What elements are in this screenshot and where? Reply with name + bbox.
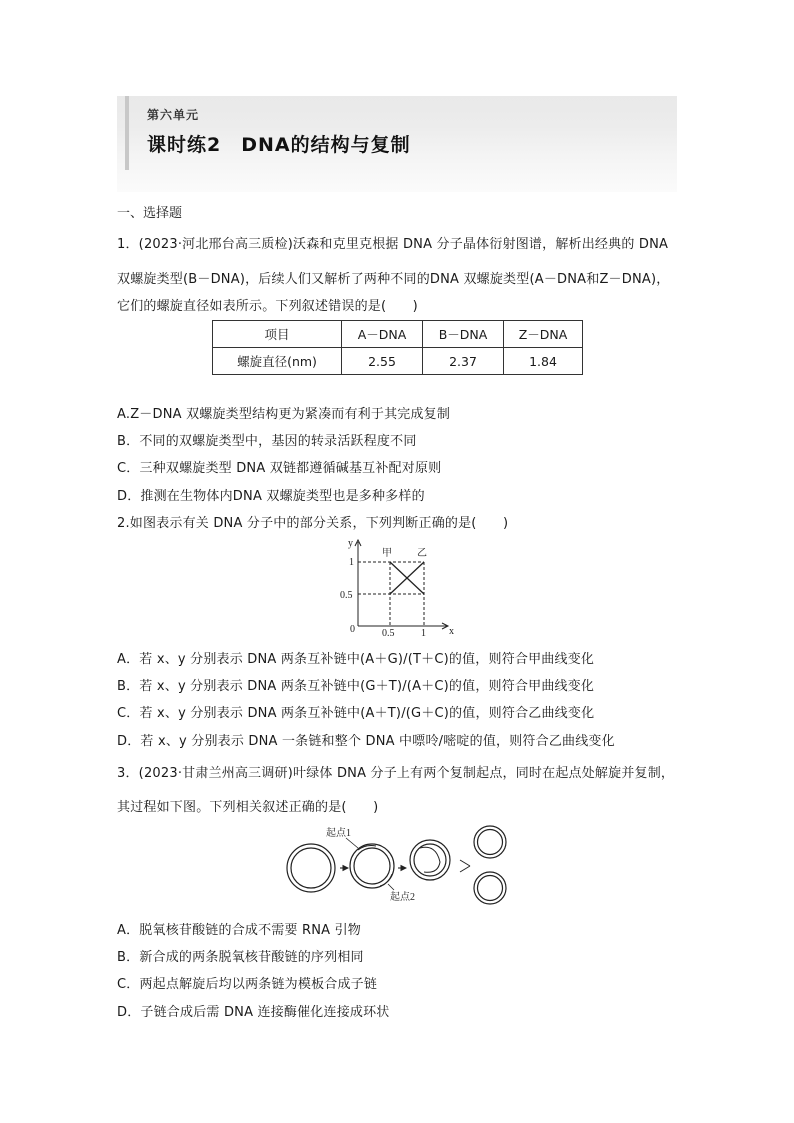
q1-option-d: D．推测在生物体内DNA 双螺旋类型也是多种多样的 [117,489,425,504]
q3-option-b: B．新合成的两条脱氧核苷酸链的序列相同 [117,950,364,965]
q1-option-c: C．三种双螺旋类型 DNA 双链都遵循碱基互补配对原则 [117,461,442,476]
q2-option-b: B．若 x、y 分别表示 DNA 两条互补链中(G＋T)/(A＋C)的值，则符合甲曲线变化 [117,679,595,694]
origin1-label: 起点1 [326,828,351,839]
split-arrow-up [460,860,470,866]
q2-stem: 2.如图表示有关 DNA 分子中的部分关系，下列判断正确的是( ) [117,516,509,531]
q3-replication-figure [284,822,520,910]
q1-option-a: A.Z－DNA 双螺旋类型结构更为紧凑而有利于其完成复制 [117,407,451,422]
q2-option-d: D．若 x、y 分别表示 DNA 一条链和整个 DNA 中嘌呤/嘧啶的值，则符合乙曲线变化 [117,734,615,749]
q1-stem-line3: 它们的螺旋直径如表所示。下列叙述错误的是( ) [117,299,418,314]
table-cell: 1.84 [504,348,583,375]
q2-option-c: C．若 x、y 分别表示 DNA 两条互补链中(A＋T)/(G＋C)的值，则符合乙曲线变化 [117,706,595,721]
section-heading: 一、选择题 [117,206,183,221]
table-row [213,348,583,375]
table-header-cell: Z－DNA [504,321,583,348]
q3-stem-line1: 3．(2023·甘肃兰州高三调研)叶绿体 DNA 分子上有两个复制起点，同时在起点处解旋并复制， [117,766,675,781]
q1-stem-line2: 双螺旋类型(B－DNA)，后续人们又解析了两种不同的DNA 双螺旋类型(A－DNA和Z－DNA)， [117,272,670,287]
replication-bubble-2 [380,874,392,886]
origin1-pointer [346,838,358,848]
q2-option-a: A．若 x、y 分别表示 DNA 两条互补链中(A＋G)/(T＋C)的值，则符合甲曲线变化 [117,652,595,667]
q3-option-d: D．子链合成后需 DNA 连接酶催化连接成环状 [117,1005,390,1020]
daughter-dna-2-outer [474,872,506,904]
table-header-row [213,321,583,348]
y-tick-1: 1 [349,557,354,568]
q3-option-c: C．两起点解旋后均以两条链为模板合成子链 [117,977,378,992]
table-header-cell: A－DNA [342,321,423,348]
daughter-dna-1-outer [474,826,506,858]
circular-dna-inner [291,848,331,888]
stage3-dna-outer [410,840,450,880]
table-cell: 螺旋直径(nm) [213,348,342,375]
q2-graph [338,536,458,638]
y-tick-05: 0.5 [340,590,353,601]
unit-header [117,96,677,192]
helix-diameter-table [212,320,583,375]
curve-label-yi: 乙 [417,548,427,559]
curve-label-jia: 甲 [382,548,392,559]
table-header-cell: B－DNA [423,321,504,348]
table-cell: 2.37 [423,348,504,375]
origin-label: 0 [350,624,355,635]
stage3-new-strand [420,847,440,872]
x-tick-05: 0.5 [382,628,395,638]
daughter-dna-1-inner [478,830,503,855]
page-title: 课时练2 DNA的结构与复制 [147,134,411,156]
x-tick-1: 1 [421,628,426,638]
unit-label: 第六单元 [147,108,200,122]
stage3-dna-inner [414,844,446,876]
circular-dna-outer [287,844,335,892]
y-axis-label: y [348,538,353,549]
table-cell: 2.55 [342,348,423,375]
q3-option-a: A．脱氧核苷酸链的合成不需要 RNA 引物 [117,923,362,938]
daughter-dna-2-inner [478,876,503,901]
q3-stem-line2: 其过程如下图。下列相关叙述正确的是( ) [117,800,379,815]
stage2-dna-inner [354,848,390,884]
x-axis-label: x [449,626,454,637]
q1-option-b: B．不同的双螺旋类型中，基因的转录活跃程度不同 [117,434,417,449]
q1-stem-line1: 1．(2023·河北邢台高三质检)沃森和克里克根据 DNA 分子晶体衍射图谱，解析出经典的 DNA [117,237,669,252]
origin2-label: 起点2 [390,892,415,903]
header-accent-bar [125,96,129,170]
split-arrow-down [460,866,470,872]
table-header-cell: 项目 [213,321,342,348]
origin2-pointer [388,884,394,890]
